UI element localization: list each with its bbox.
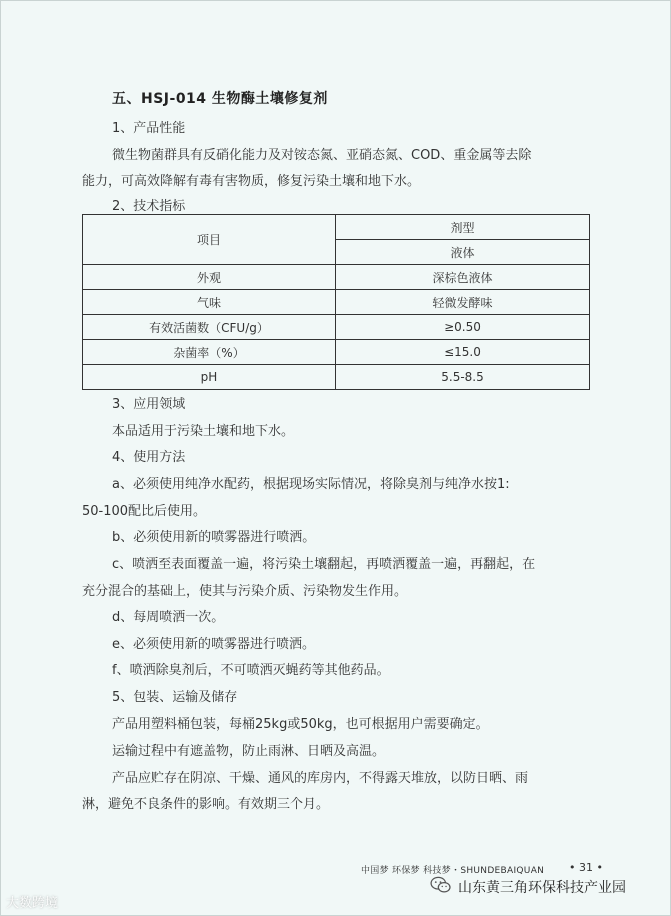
storage-text-line-2: 淋，避免不良条件的影响。有效期三个月。 (82, 797, 330, 812)
wechat-icon (430, 876, 452, 898)
heading-technical-specs: 2、技术指标 (112, 199, 186, 214)
table-row (83, 365, 590, 390)
table-cell-value: ≤15.0 (336, 340, 590, 365)
watermark-left: 大数跨境 (6, 896, 59, 911)
spec-table (82, 214, 590, 390)
watermark-right (430, 876, 626, 898)
section-title: 五、HSJ-014 生物酶土壤修复剂 (112, 91, 328, 107)
heading-application: 3、应用领域 (112, 397, 186, 412)
usage-c-line-2: 充分混合的基础上，使其与污染介质、污染物发生作用。 (82, 584, 408, 599)
usage-d: d、每周喷洒一次。 (112, 610, 225, 625)
table-row (83, 340, 590, 365)
table-cell-value: 5.5-8.5 (336, 365, 590, 390)
packaging-text: 产品用塑料桶包装，每桶25kg或50kg，也可根据用户需要确定。 (112, 717, 489, 732)
table-cell-label: 杂菌率（%） (83, 340, 336, 365)
application-text: 本品适用于污染土壤和地下水。 (112, 424, 295, 439)
storage-text-line-1: 产品应贮存在阴凉、干燥、通风的库房内，不得露天堆放，以防日晒、雨 (112, 771, 529, 786)
table-cell-label: 有效活菌数（CFU/g） (83, 315, 336, 340)
table-cell-label: 外观 (83, 265, 336, 290)
table-row (83, 290, 590, 315)
table-cell-label: 气味 (83, 290, 336, 315)
heading-packaging: 5、包装、运输及储存 (112, 690, 238, 705)
usage-a-line-1: a、必须使用纯净水配药，根据现场实际情况，将除臭剂与纯净水按1: (112, 477, 510, 492)
usage-a-line-2: 50-100配比后使用。 (82, 504, 207, 519)
table-row (83, 265, 590, 290)
watermark-right-text: 山东黄三角环保科技产业园 (458, 880, 626, 896)
usage-c-line-1: c、喷洒至表面覆盖一遍，将污染土壤翻起，再喷洒覆盖一遍，再翻起，在 (112, 557, 536, 572)
heading-product-performance: 1、产品性能 (112, 121, 186, 136)
table-cell-value: 深棕色液体 (336, 265, 590, 290)
performance-text-line-1: 微生物菌群具有反硝化能力及对铵态氮、亚硝态氮、COD、重金属等去除 (112, 148, 532, 163)
table-header-item: 项目 (83, 215, 336, 265)
usage-f: f、喷洒除臭剂后，不可喷洒灭蝇药等其他药品。 (112, 663, 390, 678)
page-number: • 31 • (569, 861, 603, 874)
performance-text-line-2: 能力，可高效降解有毒有害物质，修复污染土壤和地下水。 (82, 174, 421, 189)
table-header-type: 剂型 (336, 215, 590, 240)
usage-e: e、必须使用新的喷雾器进行喷洒。 (112, 637, 315, 652)
table-row (83, 315, 590, 340)
transport-text: 运输过程中有遮盖物，防止雨淋、日晒及高温。 (112, 744, 386, 759)
footer-slogan: 中国梦 环保梦 科技梦・SHUNDEBAIQUAN (361, 866, 545, 876)
table-cell-value: 轻微发酵味 (336, 290, 590, 315)
table-cell-value: ≥0.50 (336, 315, 590, 340)
heading-usage: 4、使用方法 (112, 450, 186, 465)
table-cell-label: pH (83, 365, 336, 390)
table-header-type-value: 液体 (336, 240, 590, 265)
usage-b: b、必须使用新的喷雾器进行喷洒。 (112, 530, 316, 545)
